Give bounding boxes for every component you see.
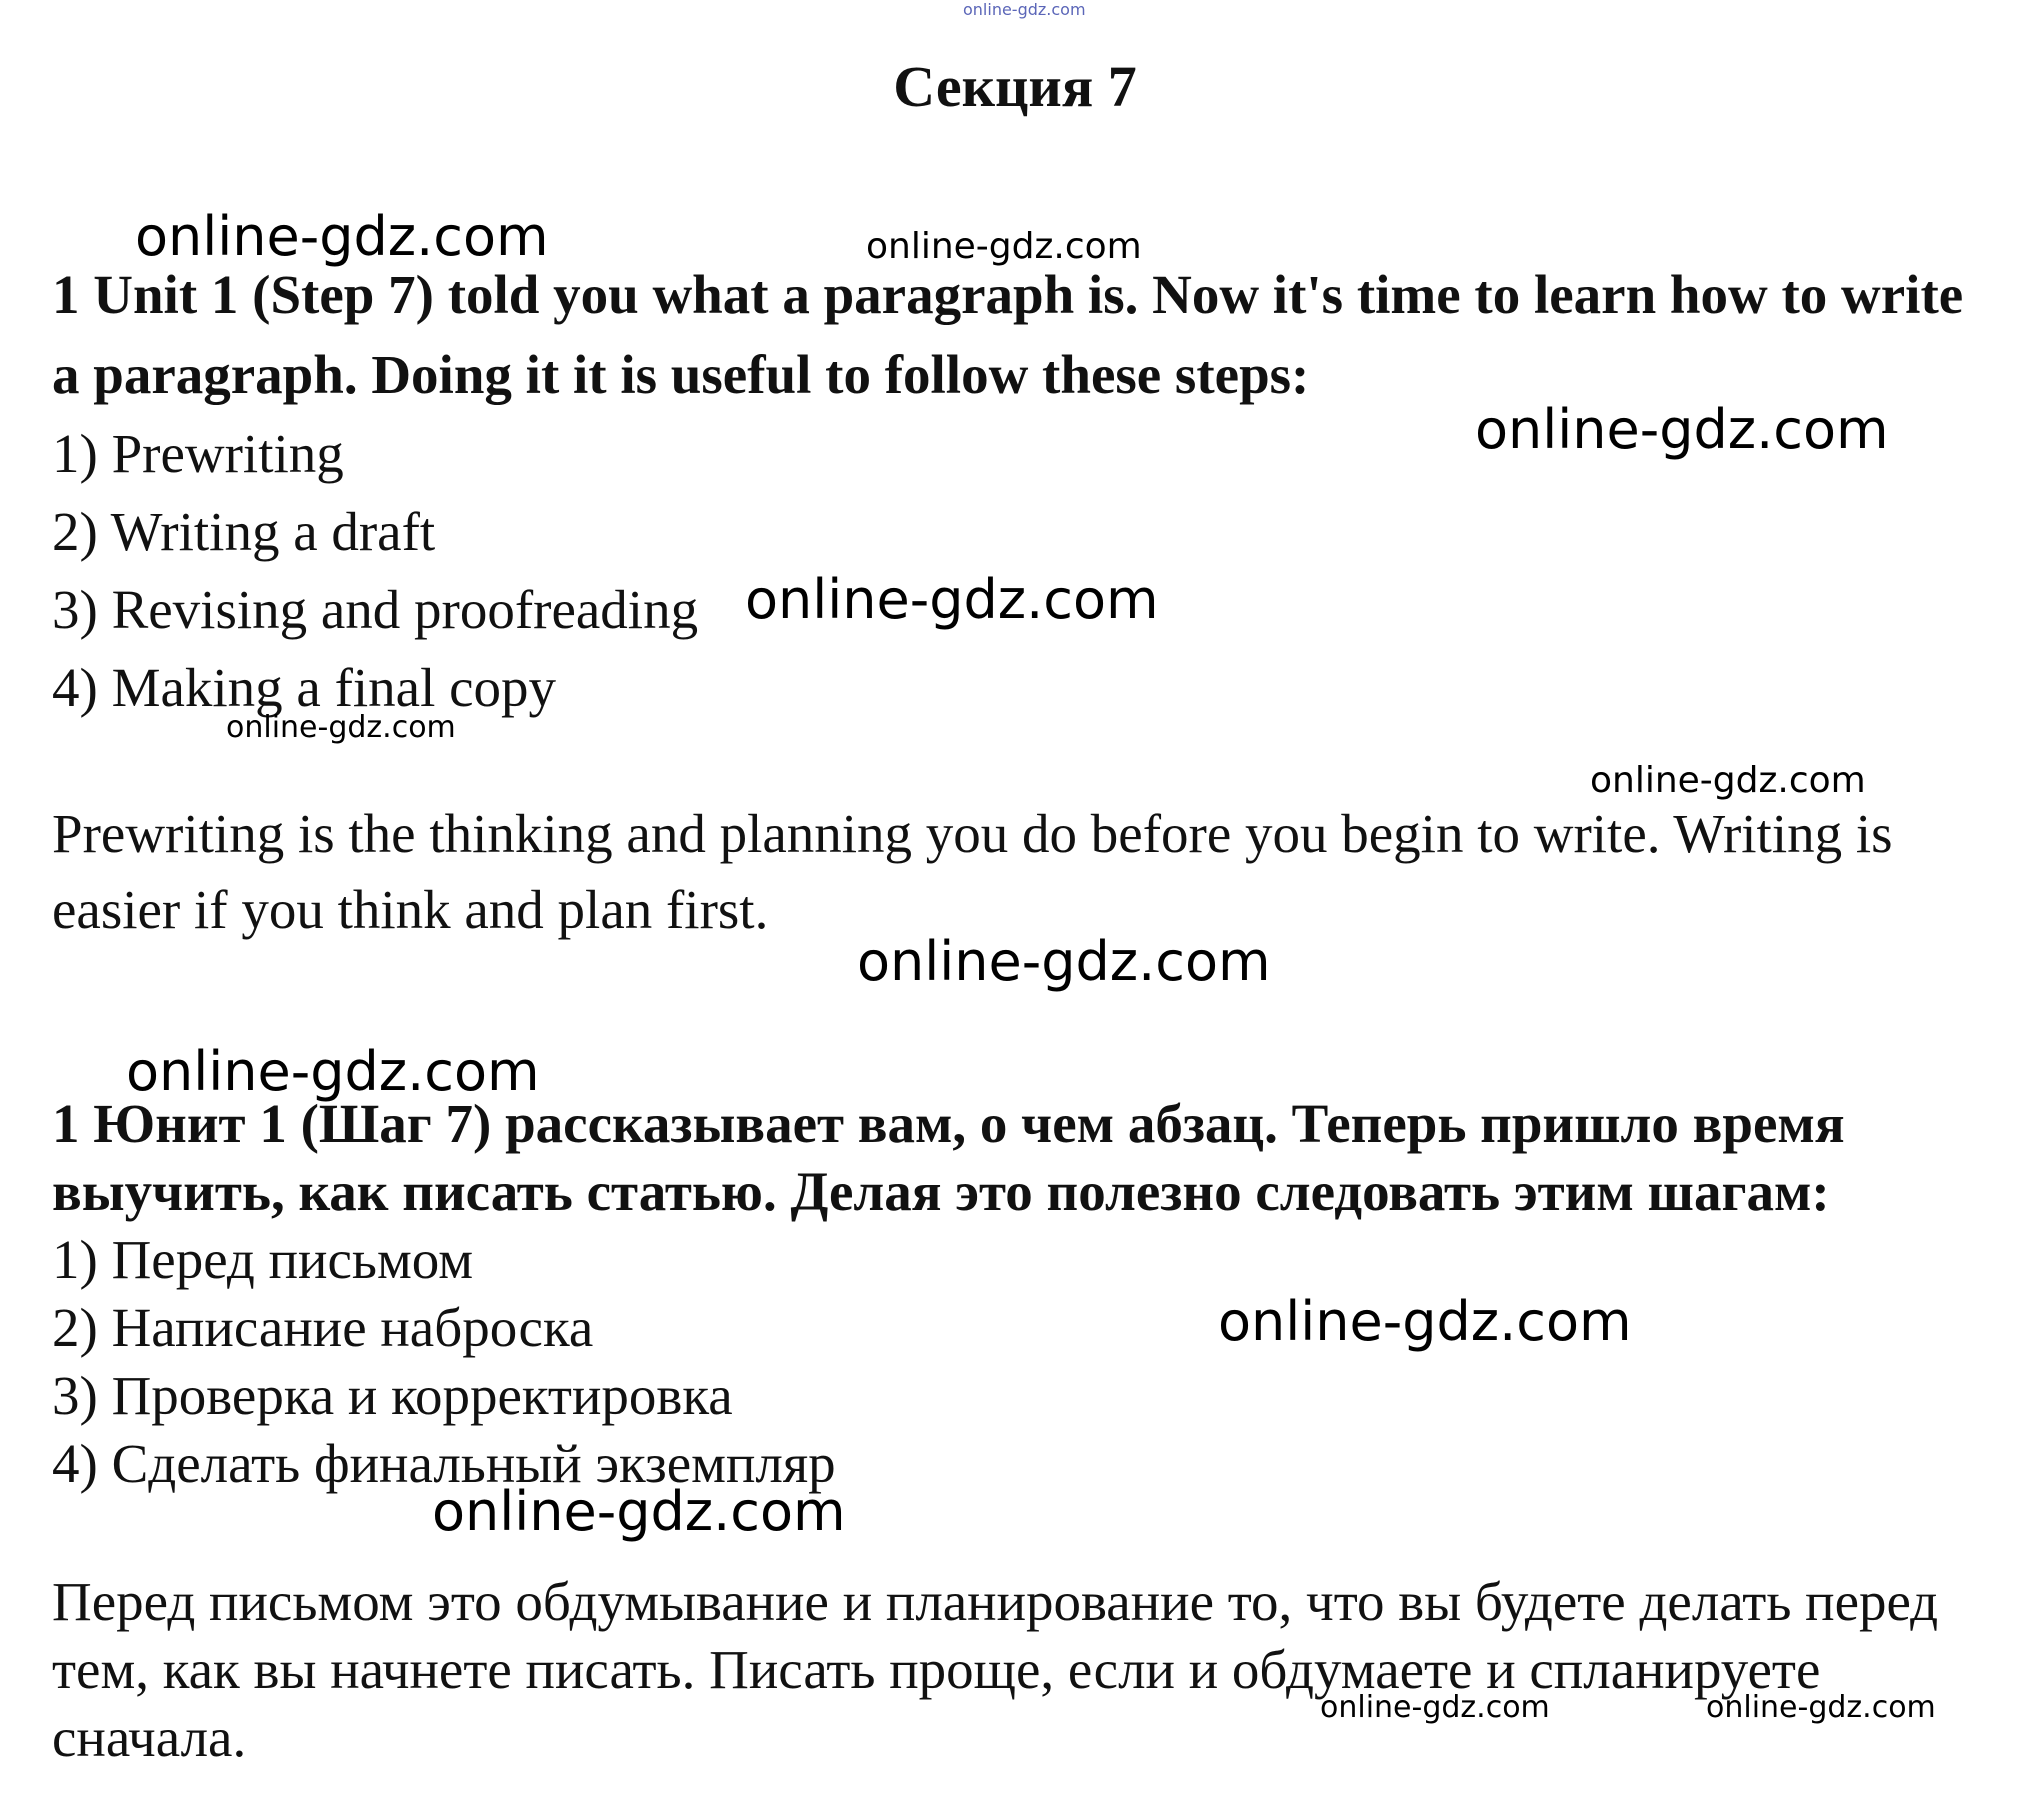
watermark: online-gdz.com [963, 0, 1086, 19]
watermark: online-gdz.com [866, 226, 1142, 267]
watermark: online-gdz.com [126, 1040, 540, 1103]
watermark: online-gdz.com [1320, 1690, 1550, 1725]
watermark: online-gdz.com [857, 930, 1271, 993]
english-paragraph: Prewriting is the thinking and planning you do before you begin to write. Writing is easier if you think and plan first. [52, 803, 1893, 940]
list-item: 2) Написание наброска [52, 1297, 594, 1358]
watermark: online-gdz.com [226, 710, 456, 745]
watermark: online-gdz.com [432, 1480, 846, 1543]
list-item: 3) Проверка и корректировка [52, 1365, 733, 1426]
english-section [52, 255, 1982, 727]
list-item: 1) Перед письмом [52, 1229, 474, 1290]
russian-heading: 1 Юнит 1 (Шаг 7) рассказывает вам, о чем абзац. Теперь пришло время выучить, как писать статью. Делая это полезно следовать этим шагам: [52, 1093, 1845, 1222]
list-item: 1) Prewriting [52, 423, 344, 484]
english-paragraph-block [52, 796, 1982, 948]
watermark: online-gdz.com [1218, 1290, 1632, 1353]
watermark: online-gdz.com [135, 205, 549, 268]
russian-section [52, 1090, 1982, 1498]
russian-paragraph: Перед письмом это обдумывание и планирование то, что вы будете делать перед тем, как вы начнете писать. Писать проще, если и обдумаете и спланируете сначала. [52, 1571, 1939, 1768]
watermark: online-gdz.com [1475, 398, 1889, 461]
list-item: 4) Сделать финальный экземпляр [52, 1433, 836, 1494]
russian-steps-list [52, 1226, 1982, 1498]
english-heading: 1 Unit 1 (Step 7) told you what a paragraph is. Now it's time to learn how to write a paragraph. Doing it it is useful to follow these steps: [52, 264, 1964, 405]
watermark: online-gdz.com [745, 568, 1159, 631]
list-item: 3) Revising and proofreading [52, 579, 699, 640]
russian-paragraph-block [52, 1568, 1982, 1772]
list-item: 4) Making a final copy [52, 657, 557, 718]
list-item: 2) Writing a draft [52, 501, 436, 562]
watermark: online-gdz.com [1590, 760, 1866, 801]
watermark: online-gdz.com [1706, 1690, 1936, 1725]
page-title: Секция 7 [893, 54, 1137, 119]
